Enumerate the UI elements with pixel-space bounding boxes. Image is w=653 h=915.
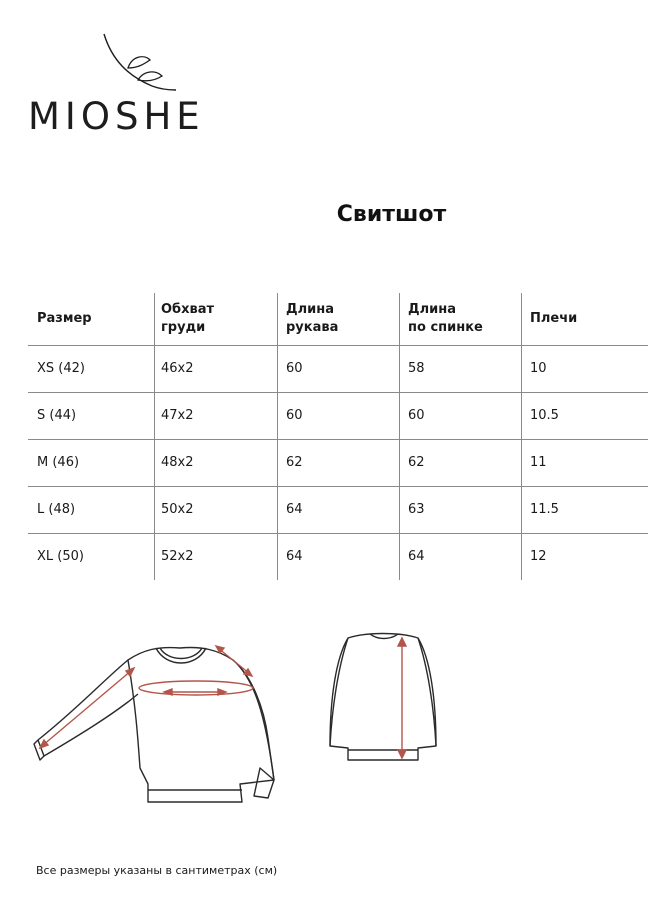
cell-sleeve: 62 — [277, 440, 399, 486]
cell-sleeve: 60 — [277, 393, 399, 439]
page-title: Свитшот — [336, 202, 447, 227]
cell-shoulders: 10 — [521, 346, 648, 392]
header-sleeve: Длина рукава — [277, 293, 399, 345]
cell-chest: 47x2 — [154, 393, 277, 439]
header-size: Размер — [37, 311, 92, 327]
cell-size: M (46) — [37, 455, 80, 471]
cell-back-length: 64 — [399, 534, 521, 580]
sweatshirt-front-diagram — [28, 628, 288, 803]
header-shoulders: Плечи — [521, 293, 648, 345]
cell-shoulders: 12 — [521, 534, 648, 580]
cell-sleeve: 60 — [277, 346, 399, 392]
cell-size: S (44) — [37, 408, 77, 424]
footnote: Все размеры указаны в сантиметрах (см) — [36, 864, 278, 877]
table-header-row — [28, 293, 648, 346]
table-row — [28, 487, 648, 534]
header-chest: Обхват груди — [154, 293, 277, 345]
cell-sleeve: 64 — [277, 534, 399, 580]
cell-back-length: 62 — [399, 440, 521, 486]
cell-back-length: 63 — [399, 487, 521, 533]
table-row — [28, 440, 648, 487]
table-row — [28, 534, 648, 580]
brand-logo: MIOSHE — [28, 95, 205, 138]
cell-back-length: 60 — [399, 393, 521, 439]
sweatshirt-back-diagram — [318, 628, 448, 768]
cell-shoulders: 11 — [521, 440, 648, 486]
cell-size: L (48) — [37, 502, 76, 518]
table-row — [28, 393, 648, 440]
table-row — [28, 346, 648, 393]
cell-chest: 48x2 — [154, 440, 277, 486]
cell-chest: 50x2 — [154, 487, 277, 533]
cell-sleeve: 64 — [277, 487, 399, 533]
header-back-length: Длина по спинке — [399, 293, 521, 345]
cell-shoulders: 10.5 — [521, 393, 648, 439]
cell-size: XS (42) — [37, 361, 85, 377]
cell-shoulders: 11.5 — [521, 487, 648, 533]
cell-size: XL (50) — [37, 549, 84, 565]
size-table — [28, 293, 648, 580]
cell-back-length: 58 — [399, 346, 521, 392]
leaf-logo-icon — [98, 30, 178, 100]
cell-chest: 46x2 — [154, 346, 277, 392]
cell-chest: 52x2 — [154, 534, 277, 580]
